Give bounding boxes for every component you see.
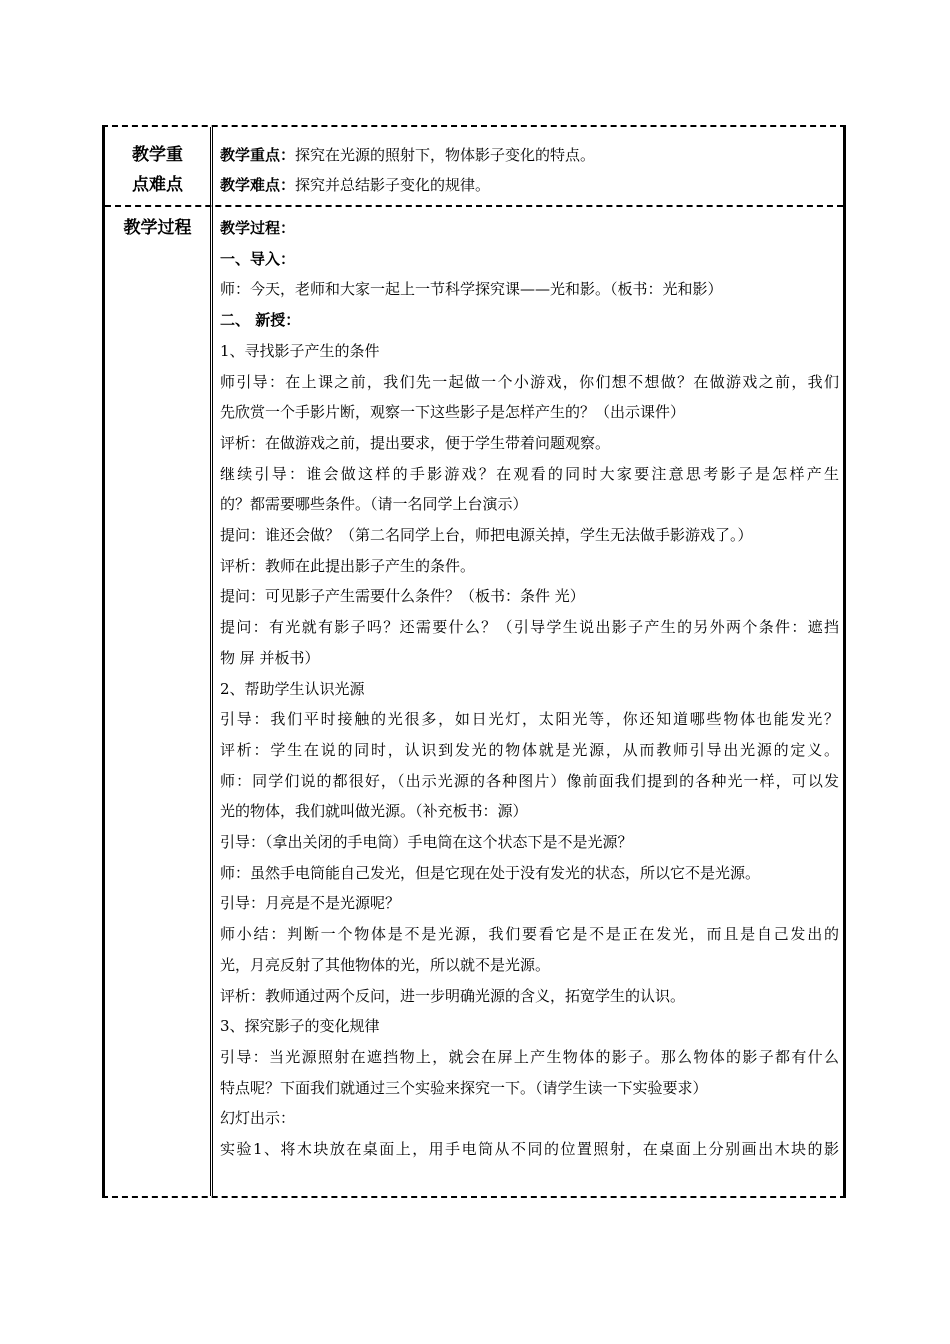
key-point-line: [220, 140, 839, 170]
process-line: 引导：我们平时接触的光很多，如日光灯，太阳光等，你还知道哪些物体也能发光？: [220, 710, 839, 729]
process-line: 评析：在做游戏之前，提出要求，便于学生带着问题观察。: [220, 433, 611, 452]
process-line: 提问：有光就有影子吗？还需要什么？（引导学生说出影子产生的另外两个条件：遮挡: [220, 618, 839, 637]
process-line: 物 屏 并板书）: [220, 648, 320, 667]
process-line: 师小结：判断一个物体是不是光源，我们要看它是不是正在发光，而且是自己发出的: [220, 925, 839, 944]
row-divider: [105, 205, 843, 207]
process-line: 师：虽然手电筒能自己发光，但是它现在处于没有发光的状态，所以它不是光源。: [220, 863, 761, 882]
process-line: 师：今天，老师和大家一起上一节科学探究课——光和影。（板书：光和影）: [220, 280, 723, 299]
process-line: 幻灯出示：: [220, 1109, 296, 1128]
process-line: 师引导：在上课之前，我们先一起做一个小游戏，你们想不想做？在做游戏之前，我们: [220, 372, 839, 391]
row2-content: [220, 213, 839, 1165]
process-line: 先欣赏一个手影片断，观察一下这些影子是怎样产生的？（出示课件）: [220, 403, 686, 422]
key-point-text: 探究在光源的照射下，物体影子变化的特点。: [295, 146, 596, 164]
process-line: 光的物体，我们就叫做光源。（补充板书：源）: [220, 802, 528, 821]
process-line: 师：同学们说的都很好，（出示光源的各种图片）像前面我们提到的各种光一样，可以发: [220, 771, 839, 790]
row1-label-text: 教学重点难点: [132, 145, 183, 195]
lesson-plan-table: [102, 125, 846, 1198]
process-line: 特点呢？下面我们就通过三个实验来探究一下。（请学生读一下实验要求）: [220, 1078, 708, 1097]
column-divider: [210, 127, 213, 1196]
difficulty-line: [220, 170, 839, 200]
process-line: 提问：谁还会做？（第二名同学上台，师把电源关掉，学生无法做手影游戏了。）: [220, 526, 753, 545]
process-line: 评析：教师通过两个反问，进一步明确光源的含义，拓宽学生的认识。: [220, 986, 686, 1005]
row2-label: 教学过程: [123, 218, 192, 238]
process-line: 一、导入：: [220, 249, 296, 268]
process-line: 教学过程：: [220, 219, 296, 237]
process-line: 二、 新授：: [220, 311, 301, 330]
difficulty-text: 探究并总结影子变化的规律。: [295, 176, 491, 194]
process-line: 1、寻找影子产生的条件: [220, 341, 380, 360]
process-line: 2、帮助学生认识光源: [220, 679, 365, 698]
process-line: 实验1、将木块放在桌面上，用手电筒从不同的位置照射，在桌面上分别画出木块的影: [220, 1140, 839, 1159]
process-line: 提问：可见影子产生需要什么条件？（板书：条件 光）: [220, 587, 585, 606]
difficulty-head: 教学难点：: [220, 176, 296, 194]
process-line: 评析：教师在此提出影子产生的条件。: [220, 556, 476, 575]
key-point-head: 教学重点：: [220, 146, 296, 164]
process-line: 光，月亮反射了其他物体的光，所以就不是光源。: [220, 955, 551, 974]
process-line: 引导：当光源照射在遮挡物上，就会在屏上产生物体的影子。那么物体的影子都有什么: [220, 1047, 839, 1066]
process-line: 3、探究影子的变化规律: [220, 1017, 380, 1036]
process-line: 的？都需要哪些条件。（请一名同学上台演示）: [220, 495, 528, 514]
process-line: 评析：学生在说的同时，认识到发光的物体就是光源，从而教师引导出光源的定义。: [220, 740, 839, 759]
process-line: 引导：月亮是不是光源呢？: [220, 894, 401, 913]
row1-content: [220, 140, 839, 200]
process-line: 继续引导：谁会做这样的手影游戏？在观看的同时大家要注意思考影子是怎样产生: [220, 464, 839, 483]
process-line: 引导：（拿出关闭的手电筒）手电筒在这个状态下是不是光源？: [220, 833, 633, 852]
row1-label: [105, 140, 210, 200]
